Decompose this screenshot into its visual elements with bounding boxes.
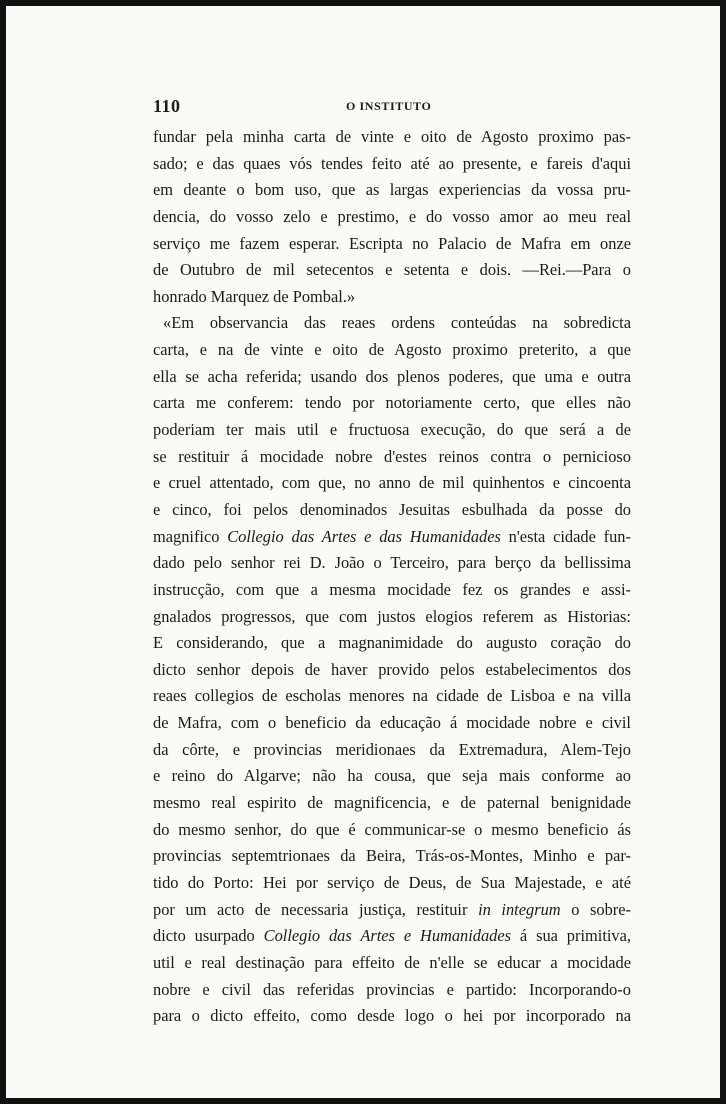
italic-title: Collegio das Artes e Humanidades <box>263 926 512 946</box>
text-line: nobre e civil das referidas provincias e partido: Incorporando-o <box>153 979 631 999</box>
text-line: poderiam ter mais util e fructuosa execução, do que será a de <box>153 420 631 440</box>
running-title: O INSTITUTO <box>346 99 432 113</box>
page-header <box>153 96 631 116</box>
text-line: dado pelo senhor rei D. João o Terceiro, para berço da bellissima <box>153 553 631 573</box>
italic-phrase: in integrum <box>478 899 561 919</box>
text-line: e reino do Algarve; não ha cousa, que seja mais conforme ao <box>153 766 631 786</box>
text-line: dicto usurpado Collegio das Artes e Humanidades á sua primitiva, <box>153 926 631 946</box>
text-line: honrado Marquez de Pombal.» <box>153 286 356 306</box>
page-number: 110 <box>153 96 181 116</box>
text-line: para o dicto effeito, como desde logo o hei por incorporado na <box>153 1006 631 1026</box>
text-line: tido do Porto: Hei por serviço de Deus, de Sua Majestade, e até <box>153 872 631 892</box>
text-line: por um acto de necessaria justiça, restituir in integrum o sobre- <box>153 899 631 919</box>
body-text <box>153 124 631 1030</box>
text-line: util e real destinação para effeito de n'elle se educar a mocidade <box>153 952 631 972</box>
text-line: do mesmo senhor, do que é communicar-se o mesmo beneficio ás <box>153 819 631 839</box>
paragraph-start-line: «Em observancia das reaes ordens conteúdas na sobredicta <box>163 313 631 333</box>
text-line: reaes collegios de escholas menores na cidade de Lisboa e na villa <box>153 686 631 706</box>
text-line: carta me conferem: tendo por notoriamente certo, que elles não <box>153 393 631 413</box>
text-line: da côrte, e provincias meridionaes da Extremadura, Alem-Tejo <box>153 739 631 759</box>
text-line: de Mafra, com o beneficio da educação á mocidade nobre e civil <box>153 713 631 733</box>
text-line: ella se acha referida; usando dos plenos poderes, que uma e outra <box>153 366 631 386</box>
text-line: instrucção, com que a mesma mocidade fez os grandes e assi- <box>153 579 631 599</box>
text-line: em deante o bom uso, que as largas experiencias da vossa pru- <box>153 180 631 200</box>
text-line: sado; e das quaes vós tendes feito até ao presente, e fareis d'aqui <box>153 153 631 173</box>
text-line: e cruel attentado, com que, no anno de mil quinhentos e cincoenta <box>153 473 631 493</box>
text-line: mesmo real espirito de magnificencia, e de paternal benignidade <box>153 793 631 813</box>
italic-title: Collegio das Artes e das Humanidades <box>227 526 501 546</box>
text-line: de Outubro de mil setecentos e setenta e dois. —Rei.—Para o <box>153 260 631 280</box>
text-line: gnalados progressos, que com justos elogios referem as Historias: <box>153 606 631 626</box>
text-line: magnifico Collegio das Artes e das Humanidades n'esta cidade fun- <box>153 526 631 546</box>
text-line: e cinco, foi pelos denominados Jesuitas esbulhada da posse do <box>153 499 631 519</box>
text-line: dicto senhor depois de haver provido pelos estabelecimentos dos <box>153 659 631 679</box>
text-line: E considerando, que a magnanimidade do augusto coração do <box>153 633 631 653</box>
text-line: carta, e na de vinte e oito de Agosto proximo preterito, a que <box>153 340 631 360</box>
text-line: provincias septemtrionaes da Beira, Trás-os-Montes, Minho e par- <box>153 846 631 866</box>
text-line: se restituir á mocidade nobre d'estes reinos contra o pernicioso <box>153 446 631 466</box>
text-line: dencia, do vosso zelo e prestimo, e do vosso amor ao meu real <box>153 206 631 226</box>
text-line: fundar pela minha carta de vinte e oito de Agosto proximo pas- <box>153 127 631 146</box>
text-line: serviço me fazem esperar. Escripta no Palacio de Mafra em onze <box>153 233 631 253</box>
